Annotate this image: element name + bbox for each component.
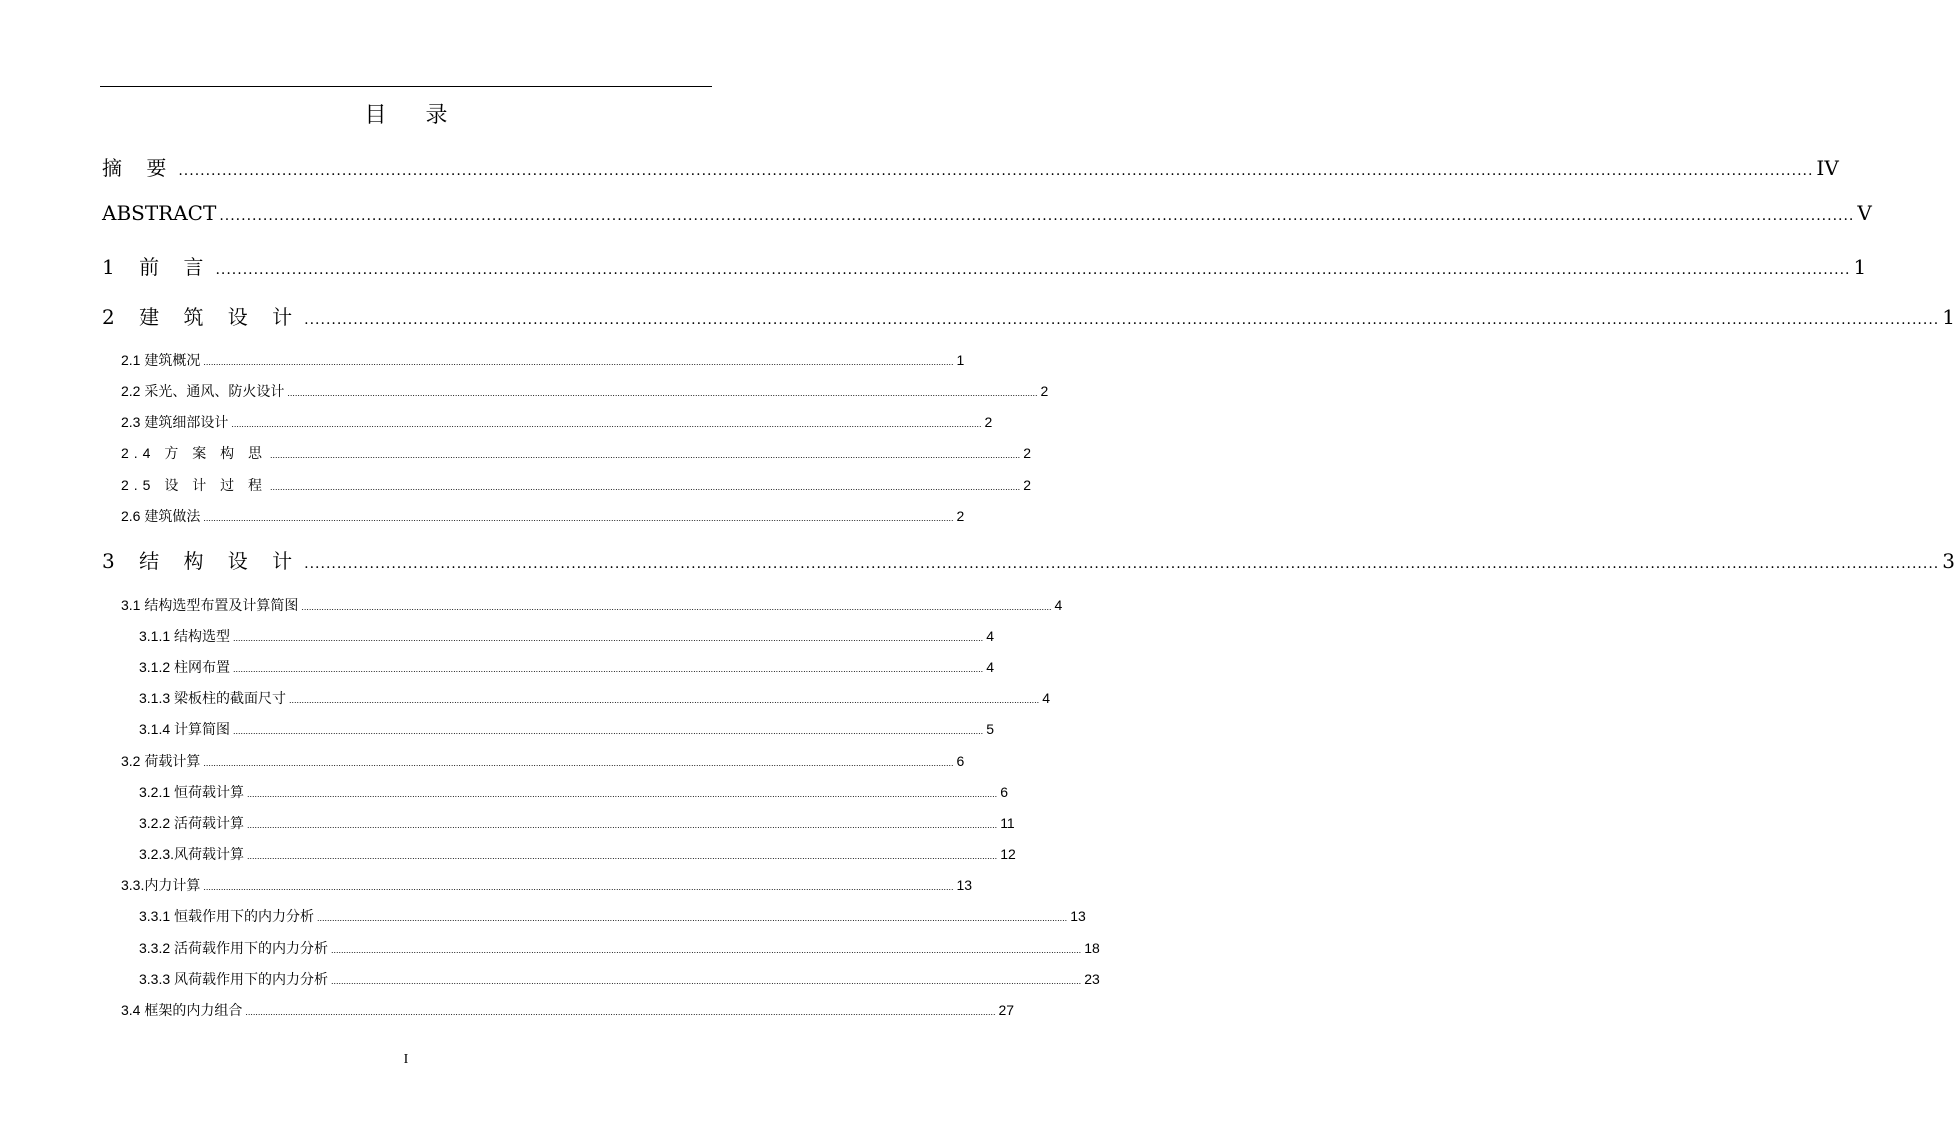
toc-entry-label: 3.4 框架的内力组合 bbox=[121, 1002, 243, 1018]
toc-entry-label: 2.3 建筑细部设计 bbox=[121, 414, 229, 430]
toc-entry-page: 12 bbox=[1000, 846, 1016, 862]
toc-entry-2-2[interactable] bbox=[121, 381, 1049, 401]
toc-entry-label: 3.3.3 风荷载作用下的内力分析 bbox=[139, 971, 329, 987]
toc-entry-page: 5 bbox=[986, 721, 994, 737]
toc-entry-3-2-3[interactable] bbox=[139, 844, 1016, 864]
toc-entry-page: 13 bbox=[1070, 908, 1086, 924]
dot-leader: ............................................................................................................................................................................................................................................................................................................ bbox=[203, 758, 954, 768]
dot-leader: ............................................................................................................................................................................................................................................................................................................ bbox=[233, 633, 984, 643]
dot-leader: ............................................................................................................................................................................................................................................................................................................ bbox=[317, 913, 1068, 923]
dot-leader: ............................................................................................................................................................................................................................................................................................................ bbox=[287, 388, 1038, 398]
dot-leader: ............................................................................................................................................................................................................................................................................................................ bbox=[247, 851, 998, 861]
toc-entry-3-2[interactable] bbox=[121, 751, 965, 771]
dot-leader: ............................................................................................................................................................................................................................................................................................................ bbox=[331, 945, 1082, 955]
dot-leader: ............................................................................................................................................................................................................................................................................................................ bbox=[203, 882, 954, 892]
toc-entry-2-5[interactable] bbox=[121, 475, 1031, 495]
dot-leader: ............................................................................................................................................................................................................................................................................................................ bbox=[304, 556, 1940, 572]
header-rule bbox=[100, 86, 712, 87]
dot-leader: ............................................................................................................................................................................................................................................................................................................ bbox=[301, 602, 1052, 612]
toc-entry-3-3-2[interactable] bbox=[139, 938, 1100, 958]
toc-entry-page: 4 bbox=[1054, 597, 1063, 613]
toc-entry-label: 2.2 采光、通风、防火设计 bbox=[121, 383, 285, 399]
toc-entry-3-3-1[interactable] bbox=[139, 906, 1086, 926]
toc-entry-page: 4 bbox=[986, 628, 994, 644]
toc-entry-label: 2.4 方 案 构 思 bbox=[121, 445, 268, 461]
dot-leader: ............................................................................................................................................................................................................................................................................................................ bbox=[178, 163, 1814, 179]
toc-entry-page: IV bbox=[1816, 156, 1839, 180]
dot-leader: ............................................................................................................................................................................................................................................................................................................ bbox=[270, 450, 1021, 460]
dot-leader: ............................................................................................................................................................................................................................................................................................................ bbox=[233, 726, 984, 736]
toc-entry-chapter-3[interactable] bbox=[102, 545, 1955, 575]
toc-entry-3-4[interactable] bbox=[121, 1000, 1015, 1020]
toc-entry-page: 23 bbox=[1084, 971, 1100, 987]
toc-entry-2-6[interactable] bbox=[121, 506, 965, 526]
toc-entry-label: 3.2 荷载计算 bbox=[121, 753, 201, 769]
toc-entry-page: 2 bbox=[956, 508, 965, 524]
dot-leader: ............................................................................................................................................................................................................................................................................................................ bbox=[215, 262, 1851, 278]
toc-entry-3-1-4[interactable] bbox=[139, 719, 994, 739]
toc-entry-page: 27 bbox=[998, 1002, 1015, 1018]
toc-entry-page: 4 bbox=[986, 659, 994, 675]
toc-entry-label: 3.1.2 柱网布置 bbox=[139, 659, 231, 675]
toc-entry-label: 3.2.2 活荷载计算 bbox=[139, 815, 245, 831]
toc-entry-3-2-1[interactable] bbox=[139, 782, 1008, 802]
toc-entry-page: 2 bbox=[1023, 445, 1031, 461]
toc-entry-page: 1 bbox=[1942, 305, 1955, 329]
toc-entry-label: 2.1 建筑概况 bbox=[121, 352, 201, 368]
toc-entry-label: 1 前 言 bbox=[102, 255, 213, 279]
toc-entry-label: 3.1.3 梁板柱的截面尺寸 bbox=[139, 690, 287, 706]
toc-entry-3-1-2[interactable] bbox=[139, 657, 994, 677]
toc-entry-page: 1 bbox=[956, 352, 965, 368]
toc-entry-page: 11 bbox=[1000, 815, 1015, 831]
dot-leader: ............................................................................................................................................................................................................................................................................................................ bbox=[245, 1007, 996, 1017]
toc-entry-label: 摘 要 bbox=[102, 156, 176, 180]
toc-entry-label: 2.5 设 计 过 程 bbox=[121, 477, 268, 493]
toc-entry-label: 3.3.2 活荷载作用下的内力分析 bbox=[139, 940, 329, 956]
toc-title: 目 录 bbox=[364, 103, 464, 128]
toc-entry-3-3-3[interactable] bbox=[139, 969, 1100, 989]
toc-entry-2-3[interactable] bbox=[121, 412, 993, 432]
toc-entry-page: 1 bbox=[1853, 255, 1867, 279]
toc-entry-label: 3.2.3.风荷载计算 bbox=[139, 846, 245, 862]
toc-entry-3-1-3[interactable] bbox=[139, 688, 1050, 708]
toc-entry-page: 6 bbox=[1000, 784, 1008, 800]
toc-entry-label: 2 建 筑 设 计 bbox=[102, 305, 302, 329]
toc-entry-2-1[interactable] bbox=[121, 350, 965, 370]
toc-entry-label: 3.1 结构选型布置及计算简图 bbox=[121, 597, 299, 613]
toc-entry-abstract-en[interactable] bbox=[102, 201, 1872, 231]
dot-leader: ............................................................................................................................................................................................................................................................................................................ bbox=[233, 664, 984, 674]
toc-entry-page: 3 bbox=[1942, 549, 1955, 573]
dot-leader: ............................................................................................................................................................................................................................................................................................................ bbox=[231, 419, 982, 429]
toc-entry-page: 2 bbox=[1023, 477, 1031, 493]
toc-entry-label: 3.1.1 结构选型 bbox=[139, 628, 231, 644]
toc-entry-page: 2 bbox=[984, 414, 993, 430]
toc-entry-label: 3.3.内力计算 bbox=[121, 877, 201, 893]
toc-entry-abstract-cn[interactable] bbox=[102, 152, 1839, 182]
toc-entry-chapter-2[interactable] bbox=[102, 301, 1955, 331]
toc-entry-3-2-2[interactable] bbox=[139, 813, 1015, 833]
toc-entry-label: 3.2.1 恒荷载计算 bbox=[139, 784, 245, 800]
toc-entry-page: 6 bbox=[956, 753, 965, 769]
dot-leader: ............................................................................................................................................................................................................................................................................................................ bbox=[289, 695, 1040, 705]
dot-leader: ............................................................................................................................................................................................................................................................................................................ bbox=[304, 312, 1940, 328]
dot-leader: ............................................................................................................................................................................................................................................................................................................ bbox=[219, 208, 1855, 224]
toc-entry-label: 2.6 建筑做法 bbox=[121, 508, 201, 524]
dot-leader: ............................................................................................................................................................................................................................................................................................................ bbox=[203, 357, 954, 367]
toc-entry-chapter-1[interactable] bbox=[102, 251, 1867, 281]
dot-leader: ............................................................................................................................................................................................................................................................................................................ bbox=[247, 820, 998, 830]
toc-entry-page: 4 bbox=[1042, 690, 1050, 706]
toc-entry-3-3[interactable] bbox=[121, 875, 973, 895]
toc-entry-3-1-1[interactable] bbox=[139, 626, 994, 646]
dot-leader: ............................................................................................................................................................................................................................................................................................................ bbox=[331, 976, 1082, 986]
page-number: I bbox=[403, 1052, 409, 1067]
dot-leader: ............................................................................................................................................................................................................................................................................................................ bbox=[203, 513, 954, 523]
toc-entry-page: V bbox=[1857, 201, 1872, 225]
toc-entry-page: 2 bbox=[1040, 383, 1049, 399]
dot-leader: ............................................................................................................................................................................................................................................................................................................ bbox=[247, 789, 998, 799]
toc-entry-page: 13 bbox=[956, 877, 973, 893]
toc-entry-page: 18 bbox=[1084, 940, 1100, 956]
toc-entry-2-4[interactable] bbox=[121, 443, 1031, 463]
toc-entry-label: 3.1.4 计算简图 bbox=[139, 721, 231, 737]
toc-entry-label: ABSTRACT bbox=[102, 201, 217, 225]
toc-entry-label: 3 结 构 设 计 bbox=[102, 549, 302, 573]
dot-leader: ............................................................................................................................................................................................................................................................................................................ bbox=[270, 482, 1021, 492]
toc-entry-3-1[interactable] bbox=[121, 595, 1063, 615]
toc-entry-label: 3.3.1 恒载作用下的内力分析 bbox=[139, 908, 315, 924]
